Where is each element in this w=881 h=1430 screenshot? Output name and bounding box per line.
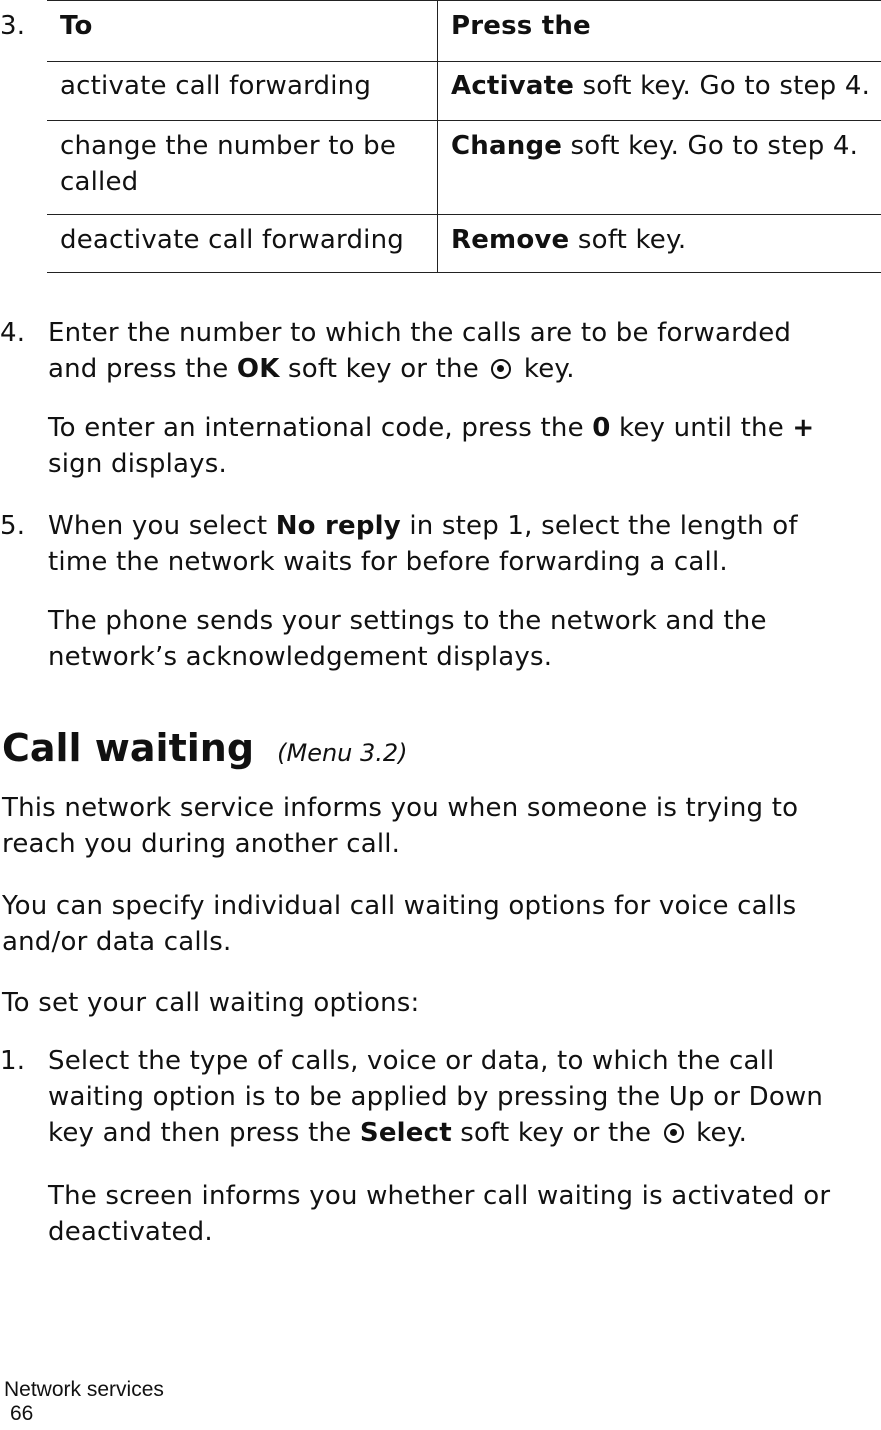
step-4-note [48,410,881,482]
table-cell-to [60,128,396,200]
table-row-rule [47,214,881,215]
table-cell-press [451,68,870,104]
table-column-divider [437,0,438,272]
text-line: waiting option is to be applied by pressing the Up or Down [48,1082,824,1112]
table-cell-line: change the number to be [60,131,397,161]
key-name: Remove [451,225,570,255]
text-line: This network service informs you when someone is trying to [2,793,799,823]
step-4-text [48,315,881,387]
table-cell-text: soft key. [569,225,687,255]
text-span: To enter an international code, press the [48,413,593,443]
table-header-to: To [60,11,93,41]
section-heading [2,724,408,772]
table-header-press: Press the [451,11,591,41]
table-cell-to: activate call forwarding [60,71,372,101]
text-span: key and then press the [48,1118,360,1148]
footer-section-name: Network services [4,1378,164,1401]
step-number: 4. [0,318,26,348]
menu-reference: (Menu 3.2) [277,739,408,767]
text-line [48,410,881,446]
confirm-key-icon [664,1123,684,1143]
text-line: sign displays. [48,449,227,479]
table-cell-text: soft key. Go to step 4. [562,131,859,161]
key-name: Select [359,1118,452,1148]
table-cell-press [451,128,858,164]
text-line: and/or data calls. [2,927,232,957]
table-header-rule [47,61,881,62]
step-1-note [48,1178,881,1250]
text-span: key until the [610,413,793,443]
option-name: No reply [275,511,401,541]
text-line: You can specify individual call waiting options for voice calls [2,891,797,921]
text-line [48,1115,881,1151]
step-number: 3. [0,11,26,41]
options-table [0,0,881,280]
section-title: Call waiting [2,726,255,770]
page-number: 66 [10,1402,34,1425]
step-1-text [48,1043,881,1151]
table-row-rule [47,120,881,121]
key-name: OK [236,354,280,384]
table-bottom-rule [47,272,881,273]
text-line [48,508,881,544]
text-span: When you select [48,511,276,541]
paragraph: To set your call waiting options: [2,988,420,1018]
text-line: deactivated. [48,1217,213,1247]
key-name: + [792,413,815,443]
text-span: in step 1, select the length of [400,511,798,541]
paragraph [2,790,881,862]
text-span: key. [523,354,575,384]
table-cell-press [451,222,686,258]
text-line: The phone sends your settings to the network and the [48,606,767,636]
text-span: soft key or the [279,354,479,384]
key-name: Change [451,131,563,161]
step-number: 5. [0,511,26,541]
confirm-key-icon [491,359,511,379]
table-cell-line: called [60,167,139,197]
step-5-note [48,603,881,675]
text-span: soft key or the [451,1118,652,1148]
table-top-rule [47,0,881,1]
text-line: The screen informs you whether call waiting is activated or [48,1181,831,1211]
step-number: 1. [0,1046,26,1076]
key-name: Activate [451,71,575,101]
text-line: Select the type of calls, voice or data, to which the call [48,1046,775,1076]
text-line: network’s acknowledgement displays. [48,642,553,672]
table-cell-text: soft key. Go to step 4. [574,71,871,101]
paragraph [2,888,881,960]
text-line: reach you during another call. [2,829,401,859]
text-span: key. [696,1118,748,1148]
text-line: time the network waits for before forwarding a call. [48,547,728,577]
table-cell-to: deactivate call forwarding [60,225,404,255]
text-line: Enter the number to which the calls are to be forwarded [48,318,792,348]
step-5-text [48,508,881,580]
key-name: 0 [592,413,611,443]
text-line [48,351,881,387]
text-span: and press the [48,354,237,384]
